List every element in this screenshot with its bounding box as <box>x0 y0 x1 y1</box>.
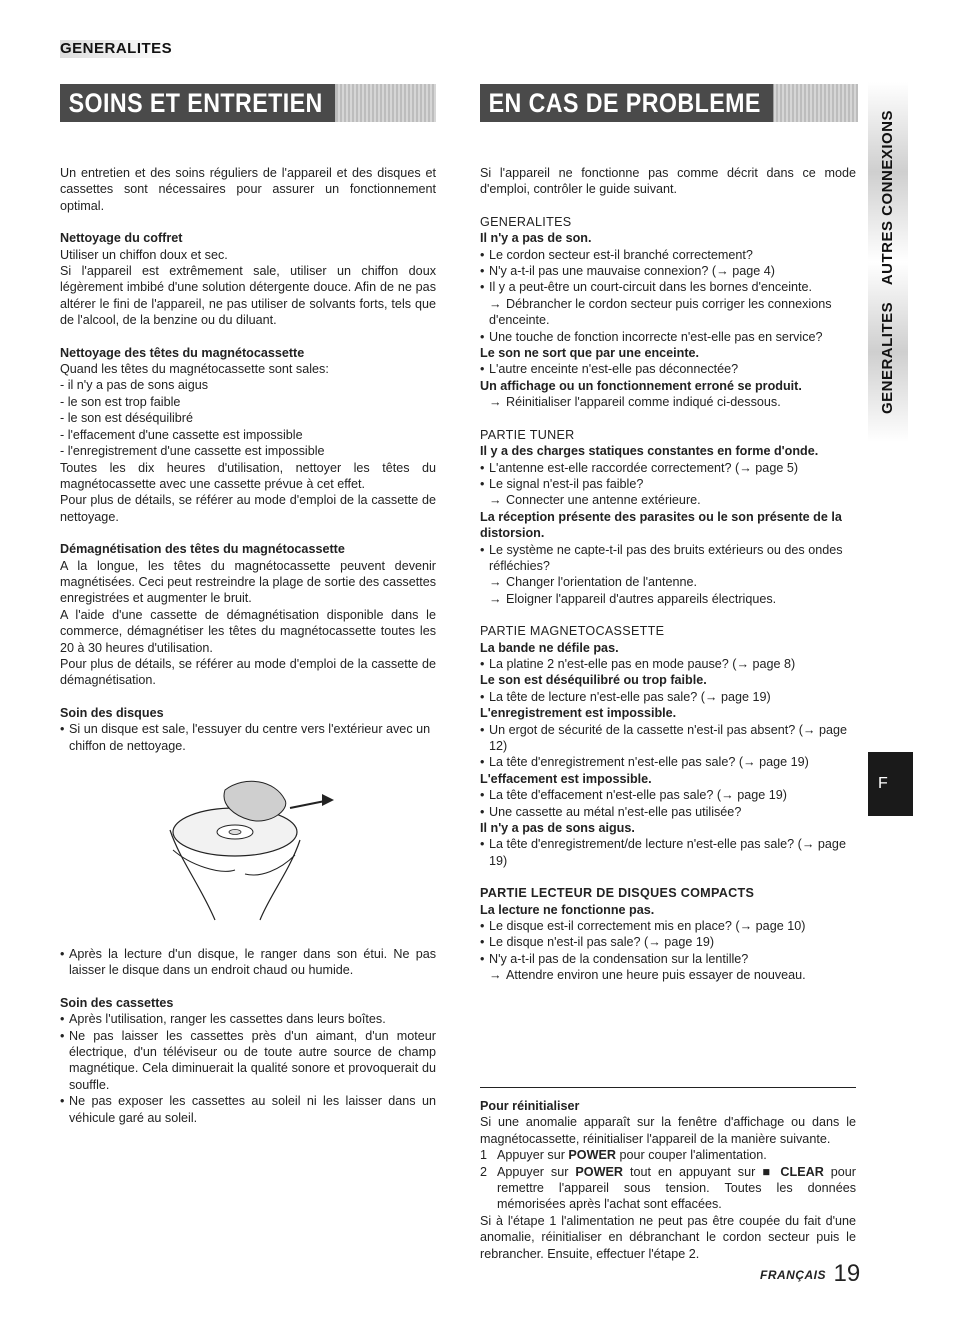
list-item: • Après l'utilisation, ranger les cassettes dans leurs boîtes. <box>60 1011 436 1027</box>
right-column <box>480 165 856 984</box>
problem-heading: Un affichage ou un fonctionnement erroné se produit. <box>480 378 802 393</box>
heading-tetes: Nettoyage des têtes du magnétocassette <box>60 345 305 360</box>
banner-probleme-title: EN CAS DE PROBLEME <box>480 84 773 122</box>
footer-language: FRANÇAIS <box>760 1268 826 1282</box>
left-column-lower <box>60 946 436 1126</box>
page-number: 19 <box>833 1260 861 1287</box>
tetes-item: - il n'y a pas de sons aigus <box>60 378 209 393</box>
tetes-item: - le son est déséquilibré <box>60 411 194 426</box>
remedy: → Changer l'orientation de l'antenne. <box>489 575 698 590</box>
reset-step-2: 2 Appuyer sur POWER tout en appuyant sur ■ CLEAR pour remettre l'appareil sous tension. Toutes les données mémorisées après l'achat sont effacées. <box>480 1164 857 1212</box>
list-item: • Une cassette au métal n'est-elle pas utilisée? <box>480 804 856 820</box>
problem-heading: Le son ne sort que par une enceinte. <box>480 346 700 361</box>
list-item: • Le cordon secteur est-il branché correctement? <box>480 247 856 263</box>
side-tabs <box>868 82 908 442</box>
coffret-p2: Si l'appareil est extrêmement sale, utiliser un chiffon doux légèrement imbibé d'une solution détergente douce. Afin de ne pas altérer le fini de l'appareil, ne pas utiliser de solvants forts, tels que de l'alcool, de la benzine ou du diluant. <box>60 264 436 328</box>
left-intro: Un entretien et des soins réguliers de l'appareil et des disques et cassettes sont nécessaires pour assurer un fonctionnement optimal. <box>60 166 436 213</box>
heading-reset: Pour réinitialiser <box>480 1099 580 1113</box>
list-item: • Si un disque est sale, l'essuyer du centre vers l'extérieur avec un chiffon de nettoyage. <box>60 721 436 754</box>
list-item: • N'y a-t-il pas une mauvaise connexion? (→ page 4) <box>480 263 856 279</box>
tetes-p3: Pour plus de détails, se référer au mode d'emploi de la cassette de nettoyage. <box>60 493 436 524</box>
tetes-item: - l'effacement d'une cassette est impossible <box>60 427 303 442</box>
list-item: • La tête de lecture n'est-elle pas sale? (→ page 19) <box>480 689 856 705</box>
list-item: • L'autre enceinte n'est-elle pas déconnectée? <box>480 361 856 377</box>
list-item: • Le système ne capte-t-il pas des bruits extérieurs ou des ondes réfléchies? <box>480 542 856 575</box>
cassettes-list <box>60 1011 436 1126</box>
left-column <box>60 165 436 754</box>
heading-coffret: Nettoyage du coffret <box>60 231 183 246</box>
list-item: • L'antenne est-elle raccordée correctement? (→ page 5) <box>480 460 856 476</box>
banner-soins-title: SOINS ET ENTRETIEN <box>60 84 335 122</box>
list-item: • Ne pas laisser les cassettes près d'un aimant, d'un moteur électrique, d'un téléviseur ou de toute autre source de champ magnétique. Cela diminuerait la qualité sonore et provoquerait du souffle. <box>60 1028 436 1094</box>
list-item: • Le signal n'est-il pas faible? <box>480 476 856 492</box>
remedy: → Eloigner l'appareil d'autres appareils électriques. <box>489 591 777 606</box>
coffret-p1: Utiliser un chiffon doux et sec. <box>60 247 228 262</box>
remedy: → Attendre environ une heure puis essayer de nouveau. <box>489 968 806 983</box>
list-item: • Ne pas exposer les cassettes au soleil ni les laisser dans un véhicule garé au soleil. <box>60 1093 436 1126</box>
list-item: • La tête d'enregistrement/de lecture n'est-elle pas sale? (→ page 19) <box>480 836 856 869</box>
heading-generalites: GENERALITES <box>480 214 572 229</box>
list-item: • La tête d'enregistrement n'est-elle pas sale? (→ page 19) <box>480 754 856 770</box>
heading-tuner: PARTIE TUNER <box>480 427 575 442</box>
problem-heading: Il n'y a pas de sons aigus. <box>480 821 635 836</box>
problem-heading: L'effacement est impossible. <box>480 771 652 786</box>
side-tab-generalites: GENERALITES <box>879 301 896 415</box>
demag-p3: Pour plus de détails, se référer au mode d'emploi de la cassette de démagnétisation. <box>60 656 436 688</box>
disc-cleaning-illustration <box>150 770 350 935</box>
list-item: • Le disque n'est-il pas sale? (→ page 19) <box>480 934 856 950</box>
list-item: • Une touche de fonction incorrecte n'est-elle pas en service? <box>480 329 856 345</box>
page-footer <box>760 1260 861 1287</box>
heading-magneto: PARTIE MAGNETOCASSETTE <box>480 624 665 639</box>
remedy: → Débrancher le cordon secteur puis corriger les connexions d'enceinte. <box>489 296 832 328</box>
heading-cassettes: Soin des cassettes <box>60 995 174 1010</box>
banner-probleme <box>480 84 858 122</box>
problem-heading: La bande ne défile pas. <box>480 640 619 655</box>
demag-p1: A la longue, les têtes du magnétocassette peuvent devenir magnétisées. Ceci peut restreindre la plage de sortie des cassettes enregistrées et augmenter le bruit. <box>60 558 436 606</box>
tetes-p2: Toutes les dix heures d'utilisation, nettoyer les têtes du magnétocassette avec une cassette prévue à cet effet. <box>60 460 436 491</box>
heading-demag: Démagnétisation des têtes du magnétocassette <box>60 542 345 557</box>
problem-heading: Le son est déséquilibré ou trop faible. <box>480 673 707 688</box>
section-tag: GENERALITES <box>60 40 176 58</box>
list-item: • La platine 2 n'est-elle pas en mode pause? (→ page 8) <box>480 656 856 672</box>
remedy: → Réinitialiser l'appareil comme indiqué ci-dessous. <box>489 395 781 410</box>
heading-disques: Soin des disques <box>60 705 164 720</box>
tetes-intro: Quand les têtes du magnétocassette sont sales: <box>60 362 329 377</box>
list-item: • N'y a-t-il pas de la condensation sur la lentille? <box>480 951 856 967</box>
remedy: → Connecter une antenne extérieure. <box>489 493 701 508</box>
list-item: • La tête d'effacement n'est-elle pas sale? (→ page 19) <box>480 787 856 803</box>
reset-outro: Si à l'étape 1 l'alimentation ne peut pas être coupée du fait d'une anomalie, réinitialiser en débranchant le cordon secteur puis le rebrancher. Ensuite, effectuer l'étape 2. <box>480 1213 856 1261</box>
language-tab: F <box>868 752 913 816</box>
reset-step-1: 1 Appuyer sur POWER pour couper l'alimentation. <box>480 1148 767 1163</box>
problem-heading: Il n'y a pas de son. <box>480 231 592 246</box>
divider <box>480 1087 856 1088</box>
list-item: • Le disque est-il correctement mis en place? (→ page 10) <box>480 918 856 934</box>
side-tab-autres-connexions: AUTRES CONNEXIONS <box>879 109 896 286</box>
banner-soins <box>60 84 436 122</box>
list-item: • Un ergot de sécurité de la cassette n'est-il pas absent? (→ page 12) <box>480 722 856 755</box>
problem-heading: La réception présente des parasites ou le son présente de la distorsion. <box>480 509 842 541</box>
demag-p2: A l'aide d'une cassette de démagnétisation disponible dans le commerce, démagnétiser les têtes du magnétocassette toutes les 20 à 30 heures d'utilisation. <box>60 607 436 655</box>
tetes-item: - le son est trop faible <box>60 394 181 409</box>
tetes-item: - l'enregistrement d'une cassette est impossible <box>60 444 325 459</box>
problem-heading: L'enregistrement est impossible. <box>480 706 677 721</box>
reset-intro: Si une anomalie apparaît sur la fenêtre d'affichage ou dans le magnétocassette, réinitialiser l'appareil de la manière suivante. <box>480 1115 856 1146</box>
disques-list <box>60 721 436 754</box>
heading-cd: PARTIE LECTEUR DE DISQUES COMPACTS <box>480 886 755 901</box>
reset-section <box>480 1098 856 1262</box>
list-item: • Après la lecture d'un disque, le ranger dans son étui. Ne pas laisser le disque dans un endroit chaud ou humide. <box>60 946 436 979</box>
right-intro: Si l'appareil ne fonctionne pas comme décrit dans ce mode d'emploi, contrôler le guide suivant. <box>480 166 856 197</box>
problem-heading: Il y a des charges statiques constantes en forme d'onde. <box>480 444 819 459</box>
list-item: • Il y a peut-être un court-circuit dans les bornes d'enceinte. <box>480 279 856 295</box>
problem-heading: La lecture ne fonctionne pas. <box>480 902 655 917</box>
